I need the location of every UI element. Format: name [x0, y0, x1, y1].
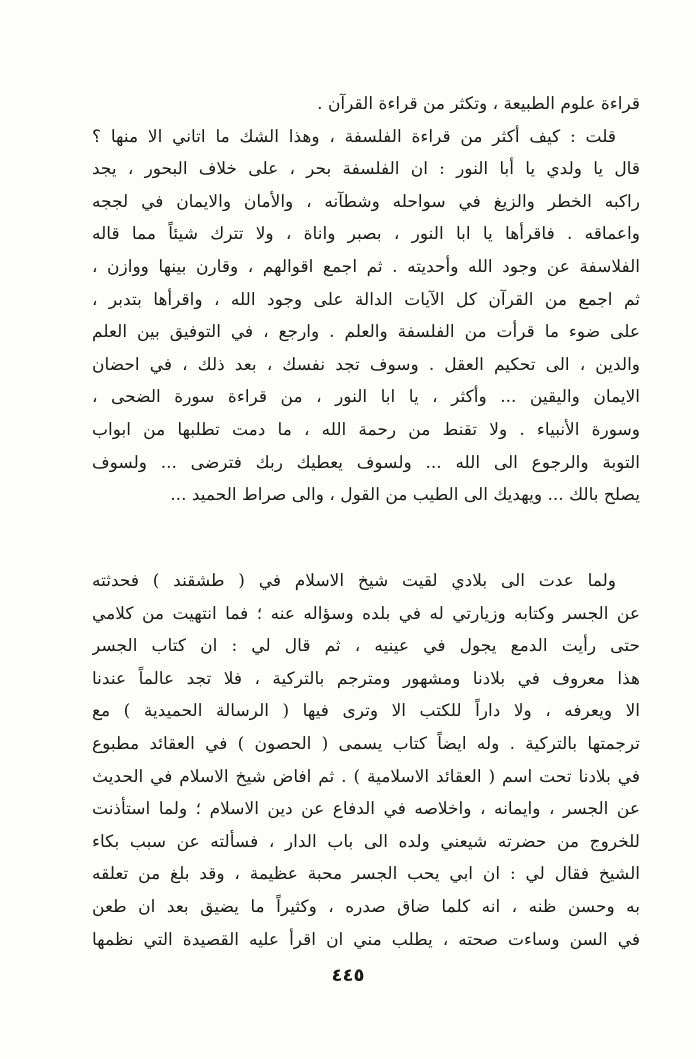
text-line: وسورة الأنبياء . ولا تقنط من رحمة الله ، ما دمت تطلبها من ابواب [92, 419, 640, 440]
text-line: للخروج من حضرته شيعني ولده الى باب الدار ، فسألته عن سبب بكاء [92, 831, 640, 852]
text-line: الفلاسفة عن وجود الله وأحديته . ثم اجمع اقوالهم ، وقارن بينها ووازن ، [92, 256, 640, 277]
text-line: في السن وساءت صحته ، يطلب مني ان اقرأ عليه القصيدة التي نظمها [92, 929, 640, 950]
text-line: التوبة والرجوع الى الله ... ولسوف يعطيك ربك فترضى ... ولسوف [92, 452, 640, 473]
text-line: عن الجسر ، وايمانه ، واخلاصه في الدفاع عن دين الاسلام ؛ ولما استأذنت [92, 799, 640, 820]
text-line: حتى رأيت الدمع يجول في عينيه ، ثم قال لي : ان كتاب الجسر [92, 636, 640, 657]
text-line: الشيخ فقال لي : ان ابي يحب الجسر محبة عظيمة ، وقد بلغ من تعلقه [92, 864, 640, 885]
text-line: هذا معروف في بلادنا ومشهور ومترجم بالتركية ، فلا تجد عالماً عندنا [92, 668, 640, 689]
text-line: ثم اجمع من القرآن كل الآيات الدالة على وجود الله ، واقرأها بتدبر ، [92, 289, 640, 310]
text-line: يصلح بالك ... ويهديك الى الطيب من القول ، والى صراط الحميد ... [170, 485, 640, 506]
text-line: الايمان واليقين ... وأكثر ، يا ابا النور ، من قراءة سورة الضحى ، [92, 387, 640, 408]
text-line: راكبه الخطر والزيغ في سواحله وشطآنه ، والأمان والايمان في لججه [92, 191, 640, 212]
text-line: في بلادنا تحت اسم ( العقائد الاسلامية ) . ثم افاض شيخ الاسلام في الحديث [92, 766, 640, 787]
text-line: قال يا ولدي يا أبا النور : ان الفلسفة بحر ، على خلاف البحور ، يجد [92, 159, 640, 180]
paragraph-first [92, 88, 640, 512]
text-line: عن الجسر وكتابه وزيارتي له في بلده وسؤاله عنه ؛ فما انتهيت من كلامي [92, 603, 640, 624]
text-line: على ضوء ما قرأت من الفلسفة والعلم . وارجع ، في التوفيق بين العلم [92, 322, 640, 343]
text-line: الا ويعرفه ، ولا داراً للكتب الا وترى فيها ( الرسالة الحميدية ) مع [92, 701, 640, 722]
paragraph-second [92, 565, 640, 956]
text-line: به وحسن ظنه ، انه كلما ضاق صدره ، وكثيراً ما يضيق بعد ان طعن [92, 896, 640, 917]
page-number: ٤٤٥ [331, 965, 365, 986]
text-line: ترجمتها بالتركية . وله ايضاً كتاب يسمى ( الحصون ) في العقائد مطبوع [92, 733, 640, 754]
text-line: ولما عدت الى بلادي لقيت شيخ الاسلام في ( طشقند ) فحدثته [92, 571, 616, 591]
text-line: قلت : كيف أكثر من قراءة الفلسفة ، وهذا الشك ما اتاني الا منها ؟ [92, 126, 616, 147]
text-line: واعماقه . فاقرأها يا ابا النور ، بصبر واناة ، ولا تترك شيئاً مما قاله [92, 224, 640, 245]
text-line: قراءة علوم الطبيعة ، وتكثر من قراءة القرآن . [317, 94, 640, 114]
text-line: والدين ، الى تحكيم العقل . وسوف تجد نفسك ، بعد ذلك ، في احضان [92, 354, 640, 375]
